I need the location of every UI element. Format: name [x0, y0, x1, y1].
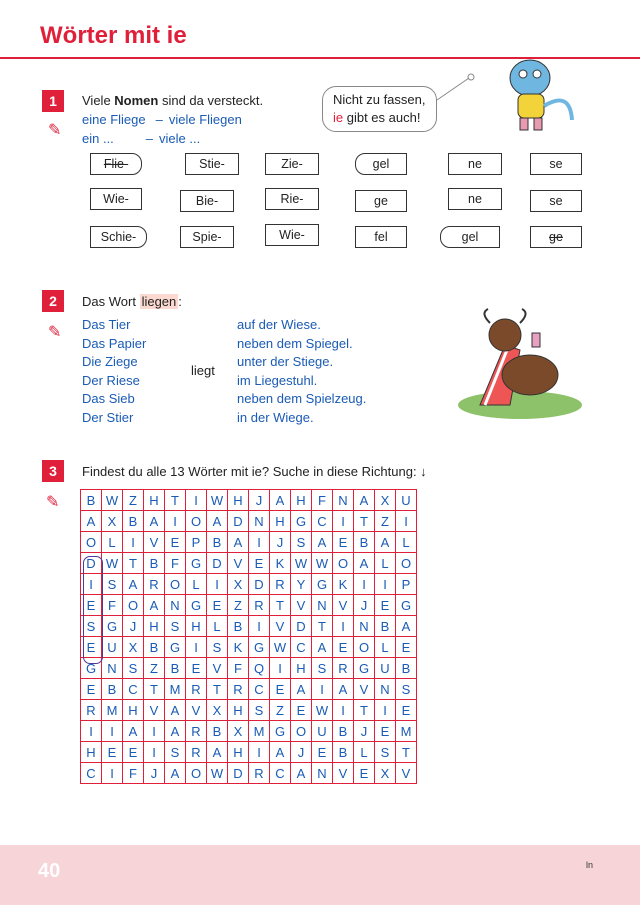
grid-cell: Z: [228, 595, 249, 616]
grid-cell: I: [333, 511, 354, 532]
grid-cell: M: [249, 721, 270, 742]
grid-row: [81, 742, 417, 763]
page-number: 40: [38, 860, 61, 882]
grid-cell: S: [249, 700, 270, 721]
grid-cell: G: [81, 658, 102, 679]
grid-cell: T: [354, 700, 375, 721]
pencil-icon: ✎: [48, 324, 62, 341]
grid-cell: L: [375, 553, 396, 574]
grid-cell: L: [375, 637, 396, 658]
grid-cell: B: [333, 742, 354, 763]
grid-cell: B: [144, 553, 165, 574]
word-card: Flie-: [90, 153, 142, 175]
grid-cell: T: [312, 616, 333, 637]
grid-cell: D: [228, 511, 249, 532]
grid-cell: I: [249, 616, 270, 637]
grid-cell: L: [186, 574, 207, 595]
grid-cell: E: [81, 595, 102, 616]
grid-cell: S: [396, 679, 417, 700]
bull-in-deckchair-illustration: [450, 305, 590, 430]
grid-cell: I: [354, 574, 375, 595]
grid-cell: E: [102, 742, 123, 763]
grid-cell: I: [186, 490, 207, 511]
grid-cell: H: [81, 742, 102, 763]
grid-cell: V: [144, 700, 165, 721]
grid-cell: H: [228, 742, 249, 763]
grid-row: [81, 574, 417, 595]
grid-cell: S: [165, 742, 186, 763]
grid-row: [81, 637, 417, 658]
grid-cell: G: [165, 637, 186, 658]
grid-cell: X: [102, 511, 123, 532]
grid-cell: A: [270, 490, 291, 511]
grid-row: [81, 658, 417, 679]
grid-row: [81, 511, 417, 532]
grid-cell: S: [207, 637, 228, 658]
word-card: se: [530, 153, 582, 175]
grid-cell: H: [291, 490, 312, 511]
grid-cell: V: [270, 616, 291, 637]
grid-cell: I: [396, 511, 417, 532]
grid-cell: V: [396, 763, 417, 784]
grid-cell: Y: [291, 574, 312, 595]
grid-cell: S: [291, 532, 312, 553]
grid-cell: I: [144, 742, 165, 763]
grid-cell: I: [165, 511, 186, 532]
word-card: Spie-: [180, 226, 234, 248]
grid-cell: W: [207, 763, 228, 784]
grid-cell: H: [144, 490, 165, 511]
grid-cell: A: [291, 679, 312, 700]
grid-cell: O: [333, 553, 354, 574]
grid-cell: E: [165, 532, 186, 553]
grid-cell: B: [354, 532, 375, 553]
word-card: Bie-: [180, 190, 234, 212]
grid-cell: I: [207, 574, 228, 595]
grid-cell: M: [396, 721, 417, 742]
grid-cell: A: [165, 721, 186, 742]
page-title: Wörter mit ie: [40, 22, 187, 49]
grid-cell: G: [291, 511, 312, 532]
word-card: ne: [448, 188, 502, 210]
grid-cell: I: [249, 532, 270, 553]
grid-cell: F: [228, 658, 249, 679]
grid-cell: B: [165, 658, 186, 679]
grid-cell: V: [333, 595, 354, 616]
grid-cell: O: [81, 532, 102, 553]
grid-row: [81, 763, 417, 784]
grid-cell: E: [270, 679, 291, 700]
grid-cell: A: [207, 742, 228, 763]
grid-cell: D: [81, 553, 102, 574]
word-card: Wie-: [265, 224, 319, 246]
grid-cell: N: [165, 595, 186, 616]
grid-cell: X: [228, 721, 249, 742]
grid-row: [81, 721, 417, 742]
grid-cell: E: [375, 721, 396, 742]
grid-cell: T: [270, 595, 291, 616]
grid-cell: A: [123, 574, 144, 595]
grid-cell: U: [312, 721, 333, 742]
grid-cell: E: [312, 742, 333, 763]
grid-cell: S: [81, 616, 102, 637]
pencil-icon: ✎: [46, 494, 60, 511]
footer-band: [0, 845, 640, 905]
grid-cell: E: [291, 700, 312, 721]
grid-cell: Q: [249, 658, 270, 679]
section-2-number: 2: [42, 290, 64, 312]
word-card: ne: [448, 153, 502, 175]
grid-cell: I: [333, 700, 354, 721]
grid-cell: O: [123, 595, 144, 616]
grid-row: [81, 616, 417, 637]
grid-cell: E: [333, 637, 354, 658]
grid-cell: R: [81, 700, 102, 721]
grid-cell: I: [333, 616, 354, 637]
grid-cell: R: [186, 679, 207, 700]
grid-cell: E: [396, 637, 417, 658]
grid-cell: B: [333, 721, 354, 742]
footer-code: ln: [586, 860, 594, 870]
grid-cell: V: [354, 679, 375, 700]
grid-cell: Z: [144, 658, 165, 679]
section-1-number: 1: [42, 90, 64, 112]
word-card: gel: [355, 153, 407, 175]
grid-cell: B: [396, 658, 417, 679]
grid-cell: G: [312, 574, 333, 595]
grid-cell: I: [81, 574, 102, 595]
grid-cell: E: [186, 658, 207, 679]
grid-cell: A: [312, 637, 333, 658]
s2-places: auf der Wiese. neben dem Spiegel. unter der Stiege. im Liegestuhl. neben dem Spielzeug. in der Wiege.: [237, 317, 367, 425]
grid-cell: W: [102, 490, 123, 511]
grid-cell: E: [375, 595, 396, 616]
grid-cell: T: [207, 679, 228, 700]
grid-cell: A: [333, 679, 354, 700]
grid-cell: F: [123, 763, 144, 784]
grid-cell: V: [186, 700, 207, 721]
monster-illustration: [500, 50, 580, 135]
grid-cell: Z: [123, 490, 144, 511]
grid-cell: A: [354, 553, 375, 574]
s2-subjects: Das Tier Das Papier Die Ziege Der Riese Das Sieb Der Stier: [82, 317, 147, 425]
grid-cell: Z: [375, 511, 396, 532]
grid-cell: J: [354, 721, 375, 742]
grid-cell: Z: [270, 700, 291, 721]
grid-cell: C: [312, 511, 333, 532]
grid-cell: V: [144, 532, 165, 553]
grid-cell: G: [249, 637, 270, 658]
grid-row: [81, 553, 417, 574]
grid-cell: T: [396, 742, 417, 763]
grid-cell: C: [291, 637, 312, 658]
grid-cell: O: [354, 637, 375, 658]
word-card: ge: [530, 226, 582, 248]
grid-cell: F: [312, 490, 333, 511]
s1-example-1: eine Fliege – viele Fliegen: [82, 112, 242, 127]
speech-bubble: Nicht zu fassen, ie gibt es auch!: [322, 86, 437, 132]
s1-intro: Viele Nomen sind da versteckt.: [82, 93, 264, 108]
grid-cell: B: [123, 511, 144, 532]
word-card: Zie-: [265, 153, 319, 175]
grid-cell: E: [249, 553, 270, 574]
grid-cell: E: [396, 700, 417, 721]
word-card: fel: [355, 226, 407, 248]
word-card: Rie-: [265, 188, 319, 210]
s3-intro: Findest du alle 13 Wörter mit ie? Suche in diese Richtung: ↓: [82, 464, 427, 479]
grid-cell: W: [312, 700, 333, 721]
grid-cell: R: [270, 574, 291, 595]
grid-cell: N: [312, 595, 333, 616]
grid-cell: W: [291, 553, 312, 574]
grid-cell: J: [144, 763, 165, 784]
word-card: Wie-: [90, 188, 142, 210]
grid-cell: R: [144, 574, 165, 595]
grid-cell: E: [207, 595, 228, 616]
grid-cell: A: [375, 532, 396, 553]
grid-cell: I: [249, 742, 270, 763]
s2-intro: Das Wort liegen :: [82, 294, 182, 309]
grid-cell: T: [165, 490, 186, 511]
word-card: gel: [440, 226, 500, 248]
grid-cell: T: [123, 553, 144, 574]
grid-cell: T: [354, 511, 375, 532]
word-search-grid: [80, 489, 417, 784]
grid-cell: A: [312, 532, 333, 553]
grid-cell: W: [270, 637, 291, 658]
grid-cell: G: [354, 658, 375, 679]
grid-cell: L: [207, 616, 228, 637]
grid-cell: S: [123, 658, 144, 679]
grid-cell: A: [396, 616, 417, 637]
grid-cell: M: [165, 679, 186, 700]
word-card: Stie-: [185, 153, 239, 175]
grid-cell: U: [375, 658, 396, 679]
grid-cell: A: [270, 742, 291, 763]
grid-cell: I: [375, 574, 396, 595]
grid-cell: B: [207, 721, 228, 742]
grid-cell: B: [207, 532, 228, 553]
grid-cell: E: [123, 742, 144, 763]
grid-cell: M: [102, 700, 123, 721]
grid-cell: J: [270, 532, 291, 553]
grid-cell: G: [270, 721, 291, 742]
grid-cell: A: [144, 511, 165, 532]
grid-cell: I: [375, 700, 396, 721]
grid-cell: K: [333, 574, 354, 595]
grid-cell: K: [270, 553, 291, 574]
grid-cell: N: [375, 679, 396, 700]
grid-cell: I: [102, 721, 123, 742]
grid-cell: A: [207, 511, 228, 532]
grid-cell: V: [333, 763, 354, 784]
grid-cell: I: [144, 721, 165, 742]
grid-cell: R: [333, 658, 354, 679]
grid-cell: C: [270, 763, 291, 784]
grid-cell: O: [186, 511, 207, 532]
grid-cell: G: [102, 616, 123, 637]
grid-cell: X: [375, 763, 396, 784]
grid-cell: C: [123, 679, 144, 700]
grid-cell: R: [249, 595, 270, 616]
grid-cell: R: [186, 742, 207, 763]
grid-cell: H: [270, 511, 291, 532]
grid-cell: A: [144, 595, 165, 616]
grid-cell: H: [144, 616, 165, 637]
grid-cell: I: [186, 637, 207, 658]
grid-cell: L: [102, 532, 123, 553]
grid-cell: H: [228, 490, 249, 511]
grid-cell: N: [102, 658, 123, 679]
grid-cell: O: [291, 721, 312, 742]
grid-cell: W: [312, 553, 333, 574]
grid-cell: D: [291, 616, 312, 637]
grid-cell: H: [123, 700, 144, 721]
grid-cell: F: [165, 553, 186, 574]
grid-cell: T: [144, 679, 165, 700]
grid-row: [81, 490, 417, 511]
grid-cell: N: [249, 511, 270, 532]
grid-row: [81, 679, 417, 700]
grid-cell: X: [375, 490, 396, 511]
grid-cell: W: [102, 553, 123, 574]
grid-cell: B: [81, 490, 102, 511]
grid-cell: A: [165, 700, 186, 721]
grid-cell: B: [144, 637, 165, 658]
grid-cell: A: [123, 721, 144, 742]
pencil-icon: ✎: [48, 122, 62, 139]
grid-cell: A: [291, 763, 312, 784]
grid-row: [81, 700, 417, 721]
grid-cell: V: [291, 595, 312, 616]
grid-row: [81, 595, 417, 616]
grid-cell: B: [228, 616, 249, 637]
grid-cell: S: [102, 574, 123, 595]
grid-cell: I: [81, 721, 102, 742]
grid-cell: D: [228, 763, 249, 784]
grid-cell: A: [81, 511, 102, 532]
grid-cell: O: [396, 553, 417, 574]
grid-cell: H: [186, 616, 207, 637]
word-card: Schie-: [90, 226, 147, 248]
word-card: se: [530, 190, 582, 212]
grid-cell: G: [396, 595, 417, 616]
grid-cell: L: [396, 532, 417, 553]
grid-cell: E: [354, 763, 375, 784]
grid-cell: J: [291, 742, 312, 763]
grid-cell: R: [228, 679, 249, 700]
word-card: ge: [355, 190, 407, 212]
grid-cell: R: [186, 721, 207, 742]
grid-cell: N: [333, 490, 354, 511]
grid-cell: E: [333, 532, 354, 553]
grid-cell: O: [165, 574, 186, 595]
grid-cell: J: [123, 616, 144, 637]
grid-cell: N: [354, 616, 375, 637]
grid-cell: C: [249, 679, 270, 700]
grid-cell: W: [207, 490, 228, 511]
grid-row: [81, 532, 417, 553]
grid-cell: J: [354, 595, 375, 616]
grid-cell: U: [396, 490, 417, 511]
grid-cell: X: [123, 637, 144, 658]
s1-example-2: ein ... – viele ...: [82, 131, 201, 146]
grid-cell: I: [312, 679, 333, 700]
grid-cell: P: [186, 532, 207, 553]
speech-pointer: [435, 72, 475, 102]
grid-cell: X: [228, 574, 249, 595]
grid-cell: J: [249, 490, 270, 511]
grid-cell: K: [228, 637, 249, 658]
grid-cell: H: [228, 700, 249, 721]
grid-cell: C: [81, 763, 102, 784]
grid-cell: G: [186, 553, 207, 574]
section-3-number: 3: [42, 460, 64, 482]
s2-verb: liegt: [191, 363, 215, 378]
grid-cell: U: [102, 637, 123, 658]
grid-cell: I: [270, 658, 291, 679]
grid-cell: X: [207, 700, 228, 721]
grid-cell: N: [312, 763, 333, 784]
grid-cell: B: [375, 616, 396, 637]
grid-cell: A: [228, 532, 249, 553]
grid-cell: D: [207, 553, 228, 574]
grid-cell: A: [165, 763, 186, 784]
grid-cell: R: [249, 763, 270, 784]
grid-cell: A: [354, 490, 375, 511]
found-word-highlight: [83, 556, 103, 664]
grid-cell: B: [102, 679, 123, 700]
grid-cell: I: [123, 532, 144, 553]
grid-cell: V: [207, 658, 228, 679]
grid-cell: O: [186, 763, 207, 784]
grid-cell: S: [312, 658, 333, 679]
grid-cell: S: [165, 616, 186, 637]
grid-cell: I: [102, 763, 123, 784]
grid-cell: L: [354, 742, 375, 763]
grid-cell: E: [81, 679, 102, 700]
grid-cell: H: [291, 658, 312, 679]
grid-cell: P: [396, 574, 417, 595]
grid-cell: S: [375, 742, 396, 763]
grid-cell: D: [249, 574, 270, 595]
grid-cell: E: [81, 637, 102, 658]
grid-cell: V: [228, 553, 249, 574]
grid-cell: F: [102, 595, 123, 616]
grid-cell: G: [186, 595, 207, 616]
